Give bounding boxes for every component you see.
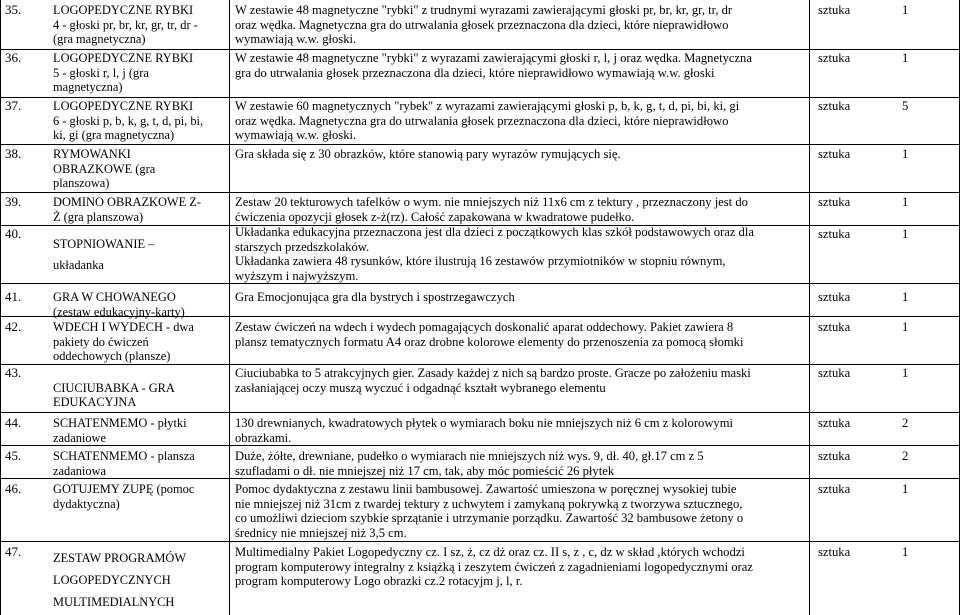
item-name bbox=[53, 51, 227, 95]
item-name-line: pakiety do ćwiczeń bbox=[53, 334, 149, 349]
item-name bbox=[53, 290, 227, 319]
item-unit: sztuka bbox=[818, 320, 851, 334]
description-line: Układanka zawiera 48 rysunków, które ilustrują 16 zestawów przymiotników w stopniu równym, bbox=[235, 254, 726, 269]
item-name-line: LOGOPEDYCZNE RYBKI bbox=[53, 99, 194, 113]
item-name-line: 5 - głoski r, l, j (gra bbox=[53, 65, 149, 80]
description-line: Multimedialny Pakiet Logopedyczny cz. I sz, ż, cz dż oraz cz. II s, z , c, dz w skład ,których wchodzi bbox=[235, 545, 745, 559]
item-description bbox=[235, 545, 805, 589]
row-separator bbox=[0, 49, 960, 50]
description-line: Zestaw ćwiczeń na wdech i wydech pomagających doskonalić aparat oddechowy. Pakiet zawiera 8 bbox=[235, 320, 734, 334]
item-description bbox=[235, 147, 805, 162]
item-quantity: 5 bbox=[902, 99, 909, 113]
item-description bbox=[235, 320, 805, 349]
item-quantity: 1 bbox=[902, 366, 909, 380]
item-unit: sztuka bbox=[818, 482, 851, 496]
item-quantity: 1 bbox=[902, 51, 909, 65]
description-line: Duże, żółte, drewniane, pudełko o wymiarach nie mniejszych niż wys. 9, dł. 40, gł.17 cm z 5 bbox=[235, 449, 704, 463]
row-number: 46. bbox=[5, 481, 22, 496]
item-name-line: 6 - głoski p, b, k, g, t, d, pi, bi, bbox=[53, 113, 204, 128]
row-separator bbox=[0, 412, 960, 413]
description-line: starszych przedszkolaków. bbox=[235, 239, 370, 254]
column-separator bbox=[229, 0, 230, 615]
item-name-line bbox=[53, 366, 227, 381]
item-quantity: 1 bbox=[902, 3, 909, 17]
item-name bbox=[53, 195, 227, 224]
row-number: 45. bbox=[5, 448, 22, 463]
item-name-line: (zestaw edukacyjny-karty) bbox=[53, 304, 185, 319]
description-line: co umożliwi dzieciom szybkie sprzątanie i utrzymanie porządku. Zawartość 32 bambusowe żetony o bbox=[235, 511, 744, 526]
item-name bbox=[53, 3, 227, 47]
row-separator bbox=[0, 97, 960, 98]
description-line: Gra składa się z 30 obrazków, które stanowią pary wyrazów rymujących się. bbox=[235, 147, 621, 161]
description-line: W zestawie 48 magnetyczne "rybki" z trudnymi wyrazami zawierającymi głoski pr, br, kr, gr, tr, dr bbox=[235, 3, 733, 17]
item-name-line: ki, gi (gra magnetyczna) bbox=[53, 128, 175, 143]
item-name-line: zadaniowa bbox=[53, 463, 106, 478]
item-quantity: 1 bbox=[902, 195, 909, 209]
item-name bbox=[53, 99, 227, 143]
description-line: szufladami o dł. nie mniejszej niż 17 cm, tak, aby móc pomieścić 26 płytek bbox=[235, 463, 615, 478]
row-number: 42. bbox=[5, 319, 22, 334]
row-number: 43. bbox=[5, 365, 22, 380]
row-number: 39. bbox=[5, 194, 22, 209]
item-name-line: OBRAZKOWE (gra bbox=[53, 161, 156, 176]
row-number: 40. bbox=[5, 226, 22, 241]
item-name bbox=[53, 366, 227, 410]
item-description bbox=[235, 290, 805, 305]
item-name-line: Ż (gra planszowa) bbox=[53, 209, 144, 224]
row-number: 35. bbox=[5, 2, 22, 17]
item-name bbox=[53, 416, 227, 445]
item-name-line: CIUCIUBABKA - GRA bbox=[53, 380, 175, 395]
row-number: 38. bbox=[5, 146, 22, 161]
item-quantity: 1 bbox=[902, 320, 909, 334]
description-line: ćwiczenia opozycji głosek z-ż(rz). Całość zapakowana w kwadratowe pudełko. bbox=[235, 209, 635, 224]
item-name-line: RYMOWANKI bbox=[53, 147, 131, 161]
item-name-line: LOGOPEDYCZNE RYBKI bbox=[53, 3, 194, 17]
item-name-line: magnetyczna) bbox=[53, 80, 123, 95]
description-line: oraz wędka. Magnetyczna gra do utrwalania głosek przeznaczona dla dzieci, które nieprawidłowo bbox=[235, 113, 729, 128]
description-line: obrazkami. bbox=[235, 430, 292, 445]
description-line: Układanka edukacyjna przeznaczona jest dla dzieci z początkowych klas szkół podstawowych oraz dla bbox=[235, 225, 754, 239]
row-number: 47. bbox=[5, 544, 22, 559]
description-line: plansz tematycznych formatu A4 oraz drobne kolorowe elementy do przenoszenia za pomocą słomki bbox=[235, 334, 744, 349]
row-number: 44. bbox=[5, 415, 22, 430]
item-quantity: 1 bbox=[902, 545, 909, 559]
description-line: średnicy nie mniejszej niż 3,5 cm. bbox=[235, 525, 407, 540]
item-name-line: STOPNIOWANIE – bbox=[53, 237, 155, 251]
item-name-line: GOTUJEMY ZUPĘ (pomoc bbox=[53, 482, 195, 496]
item-quantity: 2 bbox=[902, 449, 909, 463]
item-name-line: (gra magnetyczna) bbox=[53, 32, 146, 47]
row-separator bbox=[0, 541, 960, 542]
item-unit: sztuka bbox=[818, 51, 851, 65]
description-line: nie mniejszej niż 31cm z twardej tektury z uchwytem i zamykaną pokrywką z tworzywa sztucznego, bbox=[235, 496, 743, 511]
item-unit: sztuka bbox=[818, 290, 851, 304]
description-line: program komputerowy Logo obrazki cz.2 rotacyjm j, l, r. bbox=[235, 574, 523, 589]
row-separator bbox=[0, 192, 960, 193]
item-name-line: MULTIMEDIALNYCH bbox=[53, 595, 175, 610]
description-line: zasłaniającej oczy muszą wyczuć i odgadnąć kształt wybranego elementu bbox=[235, 380, 606, 395]
description-line: W zestawie 60 magnetycznych "rybek" z wyrazami zawierającymi głoski p, b, k, g, t, d, pi, bi, ki, gi bbox=[235, 99, 740, 113]
description-line: program komputerowy integralny z książką i zeszytem ćwiczeń z zagadnieniami logopedycznymi oraz bbox=[235, 559, 753, 574]
description-line: wymawiają w.w. głoski. bbox=[235, 128, 357, 143]
description-line: 130 drewnianych, kwadratowych płytek o wymiarach boku nie mniejszych niż 6 cm z kolorowymi bbox=[235, 416, 734, 430]
item-description bbox=[235, 195, 805, 224]
item-description bbox=[235, 51, 805, 80]
item-name bbox=[53, 237, 227, 272]
description-line: Ciuciubabka to 5 atrakcyjnych gier. Zasady każdej z nich są bardzo proste. Gracze po założeniu maski bbox=[235, 366, 751, 380]
item-description bbox=[235, 3, 805, 47]
item-name-line: planszowa) bbox=[53, 176, 110, 191]
item-name-line: LOGOPEDYCZNYCH bbox=[53, 573, 171, 588]
description-line: Gra Emocjonująca gra dla bystrych i spostrzegawczych bbox=[235, 290, 515, 304]
item-name-line: EDUKACYJNA bbox=[53, 395, 137, 410]
item-quantity: 1 bbox=[902, 147, 909, 161]
item-name-line: zadaniowe bbox=[53, 430, 106, 445]
description-line: Zestaw 20 tekturowych tafelków o wym. nie mniejszych niż 11x6 cm z tektury , przeznaczony jest do bbox=[235, 195, 748, 209]
item-unit: sztuka bbox=[818, 195, 851, 209]
item-unit: sztuka bbox=[818, 3, 851, 17]
item-quantity: 1 bbox=[902, 227, 909, 241]
item-name bbox=[53, 553, 227, 609]
description-line: W zestawie 48 magnetyczne "rybki" z wyrazami zawierającymi głoski r, l, j oraz wędka. Magnetyczna bbox=[235, 51, 752, 65]
description-line: wyższym i najwyższym. bbox=[235, 268, 359, 283]
item-name-line: układanka bbox=[53, 257, 104, 272]
item-unit: sztuka bbox=[818, 366, 851, 380]
item-description bbox=[235, 225, 805, 283]
item-name-line: GRA W CHOWANEGO bbox=[53, 290, 176, 304]
item-name bbox=[53, 147, 227, 191]
item-unit: sztuka bbox=[818, 227, 851, 241]
description-line: wymawiają w.w. głoski. bbox=[235, 32, 357, 47]
item-description bbox=[235, 482, 805, 540]
description-line: Pomoc dydaktyczna z zestawu linii bambusowej. Zawartość umieszona w poręcznej wysokiej tubie bbox=[235, 482, 737, 496]
item-description bbox=[235, 416, 805, 445]
row-number: 41. bbox=[5, 289, 22, 304]
row-number: 36. bbox=[5, 50, 22, 65]
item-name-line: SCHATENMEMO - plansza bbox=[53, 449, 195, 463]
item-name-line: LOGOPEDYCZNE RYBKI bbox=[53, 51, 194, 65]
item-name-line: oddechowych (plansze) bbox=[53, 349, 171, 364]
item-name-line: ZESTAW PROGRAMÓW bbox=[53, 551, 187, 565]
column-separator bbox=[809, 0, 810, 615]
row-separator bbox=[0, 364, 960, 365]
item-quantity: 1 bbox=[902, 290, 909, 304]
item-description bbox=[235, 449, 805, 478]
item-name bbox=[53, 320, 227, 364]
item-description bbox=[235, 99, 805, 143]
item-description bbox=[235, 366, 805, 395]
item-name-line: 4 - głoski pr, br, kr, gr, tr, dr - bbox=[53, 17, 198, 32]
item-name-line: DOMINO OBRAZKOWE Z- bbox=[53, 195, 201, 209]
description-line: oraz wędka. Magnetyczna gra do utrwalania głosek przeznaczona dla dzieci, które nieprawidłowo bbox=[235, 17, 729, 32]
item-name bbox=[53, 482, 227, 511]
item-name-line: SCHATENMEMO - płytki bbox=[53, 416, 187, 430]
item-quantity: 1 bbox=[902, 482, 909, 496]
row-separator bbox=[0, 144, 960, 145]
item-unit: sztuka bbox=[818, 147, 851, 161]
column-separator bbox=[0, 0, 1, 615]
description-line: gra do utrwalania głosek przeznaczona dla dzieci, które nieprawidłowo wymawiają w.w. głoski bbox=[235, 65, 715, 80]
item-unit: sztuka bbox=[818, 545, 851, 559]
item-unit: sztuka bbox=[818, 416, 851, 430]
item-unit: sztuka bbox=[818, 449, 851, 463]
item-name bbox=[53, 449, 227, 478]
item-unit: sztuka bbox=[818, 99, 851, 113]
row-number: 37. bbox=[5, 98, 22, 113]
item-quantity: 2 bbox=[902, 416, 909, 430]
item-name-line: dydaktyczna) bbox=[53, 496, 120, 511]
item-name-line: WDECH I WYDECH - dwa bbox=[53, 320, 194, 334]
